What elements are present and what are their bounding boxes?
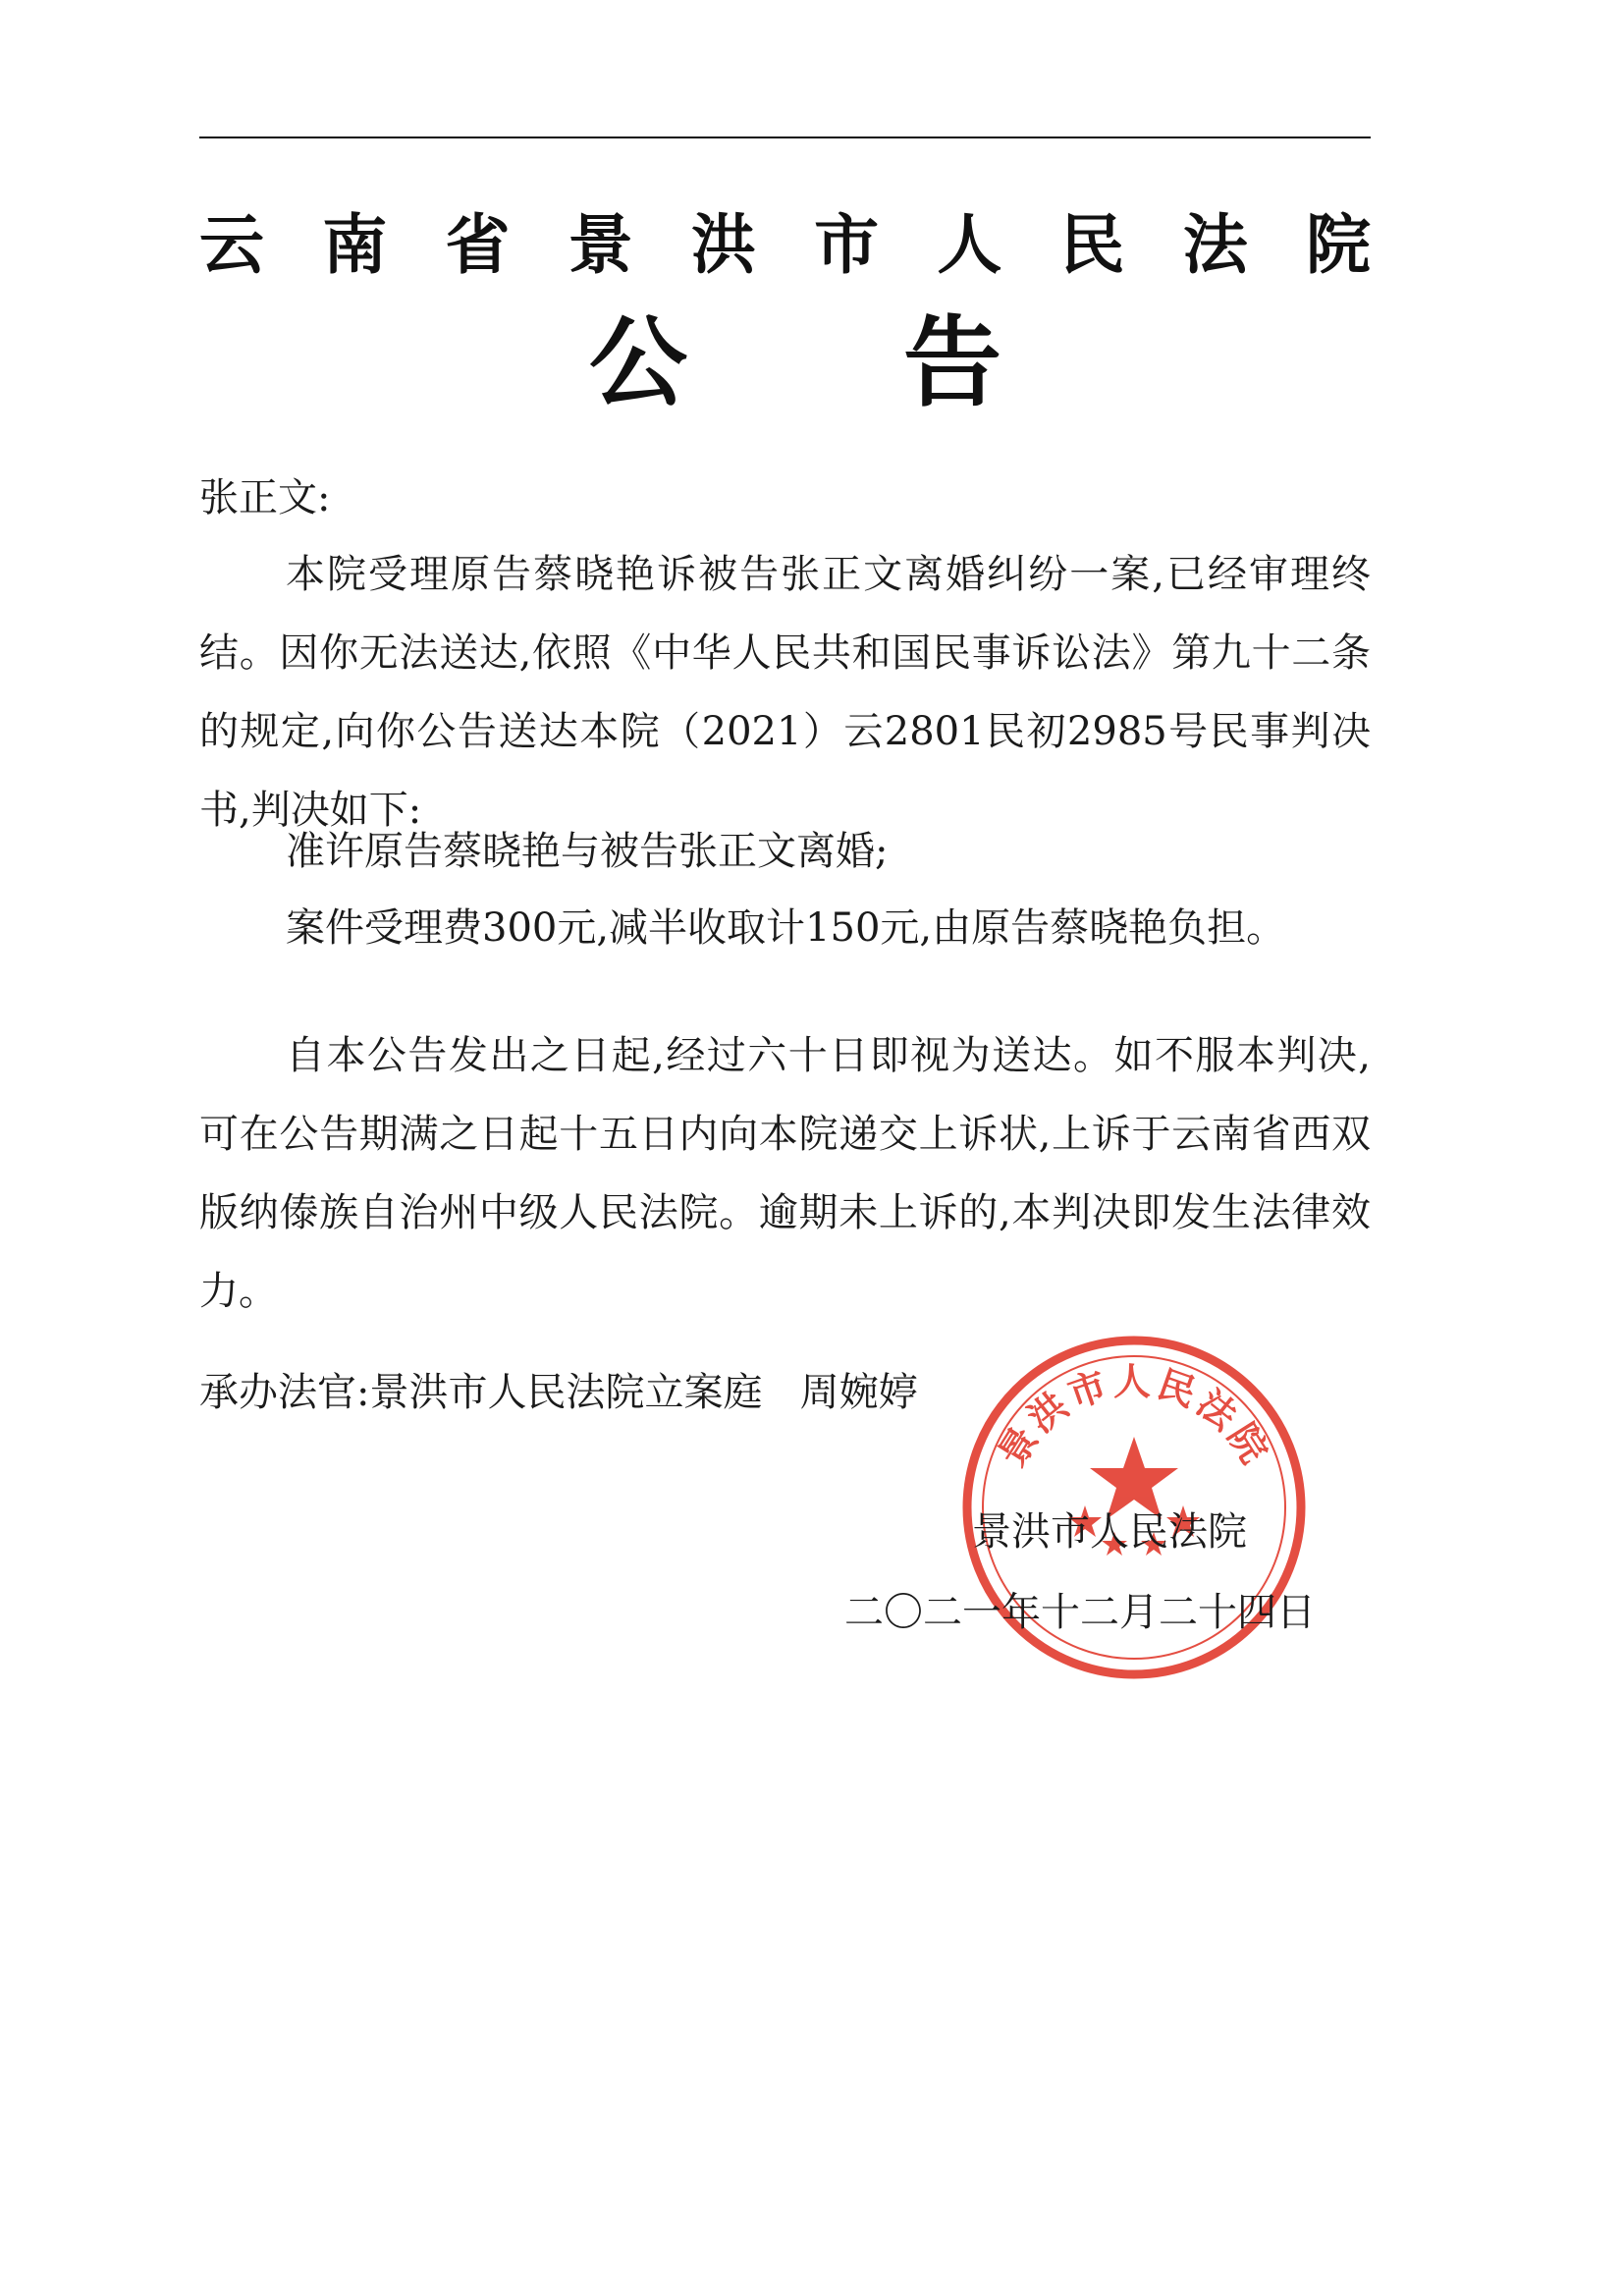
court-name-char: 景 bbox=[568, 207, 633, 283]
court-name bbox=[199, 201, 1371, 290]
court-name-char: 法 bbox=[1182, 207, 1248, 283]
court-name-char: 市 bbox=[814, 207, 880, 283]
judge-line: 承办法官:景洪市人民法院立案庭 周婉婷 bbox=[199, 1370, 918, 1415]
notice-paragraph: 自本公告发出之日起,经过六十日即视为送达。如不服本判决,可在公告期满之日起十五日内向本院递交上诉状,上诉于云南省西双版纳傣族自治州中级人民法院。逾期未上诉的,本判决即发生法律效力。 bbox=[199, 1033, 1371, 1314]
court-name-char: 民 bbox=[1059, 207, 1125, 283]
document-title-char: 公 bbox=[589, 305, 687, 420]
court-name-char: 南 bbox=[322, 207, 388, 283]
notice-paragraph: 本院受理原告蔡晓艳诉被告张正文离婚纠纷一案,已经审理终结。因你无法送达,依照《中华人民共和国民事诉讼法》第九十二条的规定,向你公告送达本院（2021）云2801民初2985号民事判决书,判决如下: bbox=[199, 552, 1371, 833]
court-name-char: 人 bbox=[937, 207, 1002, 283]
court-name-char: 洪 bbox=[690, 207, 756, 283]
issue-date: 二〇二一年十二月二十四日 bbox=[844, 1590, 1316, 1635]
document-title bbox=[589, 300, 1001, 427]
court-name-char: 院 bbox=[1305, 207, 1371, 283]
verdict-item: 案件受理费300元,减半收取计150元,由原告蔡晓艳负担。 bbox=[286, 905, 1286, 951]
header-rule bbox=[199, 137, 1371, 138]
court-name-char: 云 bbox=[199, 207, 264, 283]
verdict-item: 准许原告蔡晓艳与被告张正文离婚; bbox=[286, 829, 889, 874]
document-title-char: 告 bbox=[903, 305, 1001, 420]
court-name-char: 省 bbox=[445, 207, 511, 283]
issuing-court: 景洪市人民法院 bbox=[972, 1509, 1247, 1555]
seal-text: 景洪市人民法院 bbox=[990, 1360, 1278, 1474]
addressee: 张正文: bbox=[199, 475, 331, 520]
